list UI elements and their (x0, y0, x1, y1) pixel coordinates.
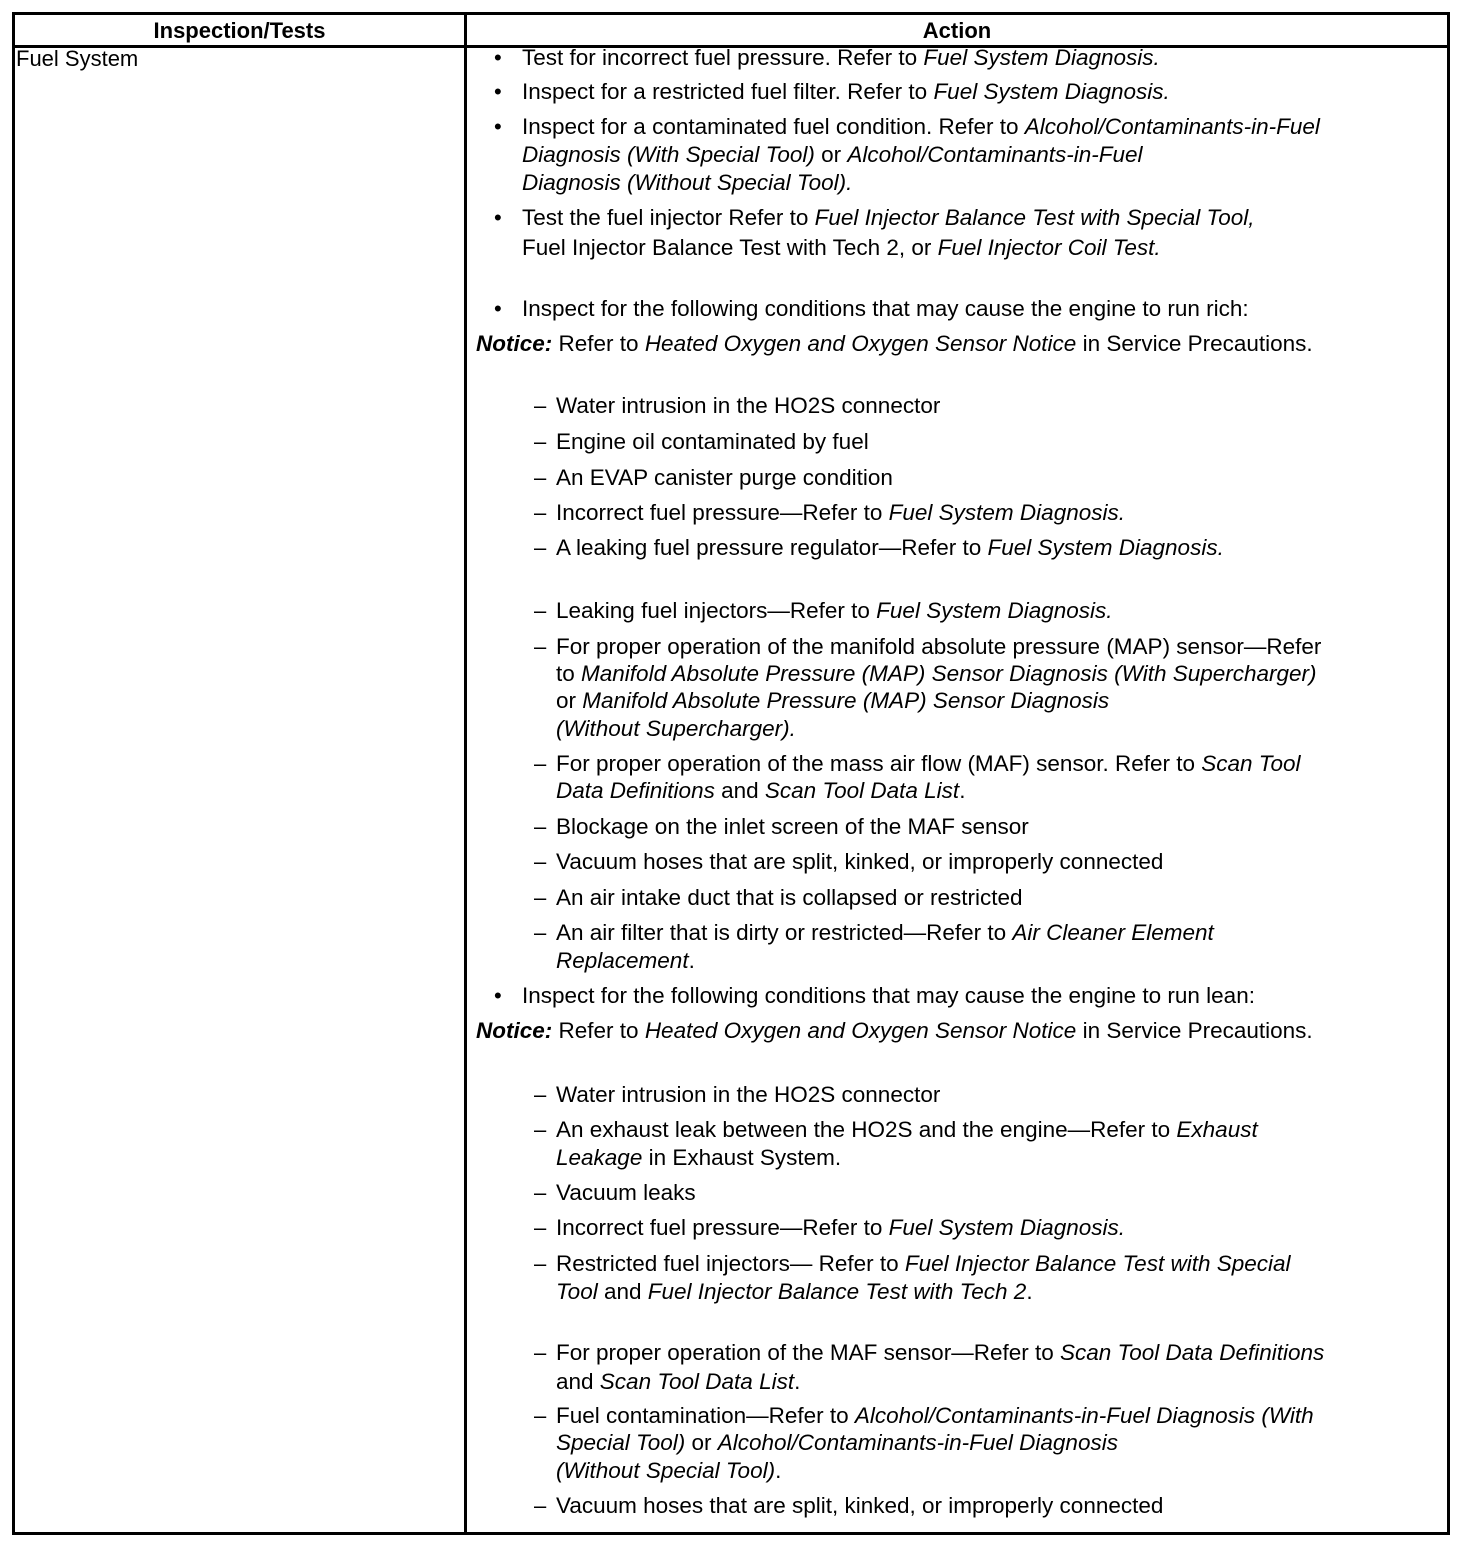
text-run: An air intake duct that is collapsed or restricted (556, 885, 1023, 910)
text-run: . (775, 1458, 782, 1483)
text-run: Fuel Injector Balance Test with Tech 2 (647, 1279, 1027, 1304)
continuation-line (556, 1457, 781, 1484)
text-run: and (597, 1279, 648, 1304)
dash-item (556, 633, 1321, 660)
dash-item (556, 1250, 1291, 1277)
text-run: Fuel System Diagnosis. (987, 535, 1224, 560)
text-run: . (1026, 1279, 1033, 1304)
text-run: Tool (556, 1279, 598, 1304)
continuation-line (556, 715, 796, 742)
dash-marker: – (534, 849, 547, 874)
dash-marker: – (534, 598, 547, 623)
text-run: Fuel Injector Balance Test with Special Tool, (814, 205, 1255, 230)
dash-item (556, 1339, 1324, 1366)
dash-item (556, 464, 893, 491)
text-run: For proper operation of the manifold absolute pressure (MAP) sensor—Refer (556, 634, 1322, 659)
text-run: Leakage (556, 1145, 643, 1170)
dash-item (556, 1116, 1258, 1143)
dash-marker: – (534, 535, 547, 560)
text-run: or (814, 142, 848, 167)
dash-item (556, 499, 1125, 526)
text-run: Fuel System Diagnosis. (888, 500, 1125, 525)
continuation-line (556, 947, 695, 974)
text-run: Alcohol/Contaminants-in-Fuel Diagnosis (717, 1430, 1118, 1455)
dash-marker: – (534, 393, 547, 418)
text-run: Fuel System Diagnosis. (923, 45, 1160, 70)
dash-marker: – (534, 814, 547, 839)
text-run: Incorrect fuel pressure—Refer to (556, 500, 889, 525)
dash-marker: – (534, 1117, 547, 1142)
text-run: . (959, 778, 966, 803)
continuation-line (556, 1278, 1033, 1305)
dash-item (556, 597, 1113, 624)
dash-marker: – (534, 1340, 547, 1365)
text-run: Vacuum leaks (556, 1180, 696, 1205)
text-run: Fuel Injector Balance Test with Special (904, 1251, 1291, 1276)
header-inspection-tests: Inspection/Tests (153, 18, 326, 43)
text-run: For proper operation of the MAF sensor—Refer to (556, 1340, 1060, 1365)
text-run: Vacuum hoses that are split, kinked, or improperly connected (556, 849, 1164, 874)
bullet-item (522, 44, 1160, 71)
text-run: , or (898, 235, 938, 260)
bullet-marker: • (494, 114, 502, 139)
text-run: Test for incorrect fuel pressure. Refer to (522, 45, 924, 70)
notice-line (476, 330, 1313, 357)
text-run: Blockage on the inlet screen of the MAF sensor (556, 814, 1029, 839)
text-run: Data Definitions (556, 778, 715, 803)
dash-marker: – (534, 634, 547, 659)
text-run: Notice: (476, 1018, 553, 1043)
text-run: Fuel Injector Balance Test with Tech 2 (522, 235, 899, 260)
dash-item (556, 848, 1163, 875)
dash-marker: – (534, 885, 547, 910)
text-run: Inspect for the following conditions that may cause the engine to run rich: (522, 296, 1249, 321)
dash-marker: – (534, 751, 547, 776)
text-run: Incorrect fuel pressure—Refer to (556, 1215, 889, 1240)
dash-marker: – (534, 465, 547, 490)
text-run: or (685, 1430, 718, 1455)
column-divider (464, 15, 467, 1532)
dash-marker: – (534, 1251, 547, 1276)
dash-item (556, 1492, 1163, 1519)
text-run: A leaking fuel pressure regulator—Refer to (556, 535, 988, 560)
continuation-line (522, 169, 852, 196)
text-run: Air Cleaner Element (1012, 920, 1214, 945)
dash-item (556, 1081, 940, 1108)
text-run: Inspect for a restricted fuel filter. Refer to (522, 79, 934, 104)
text-run: Leaking fuel injectors—Refer to (556, 598, 877, 623)
text-run: Fuel contamination—Refer to (556, 1403, 855, 1428)
bullet-item (522, 113, 1320, 140)
text-run: Notice: (476, 331, 553, 356)
dash-marker: – (534, 1493, 547, 1518)
dash-item (556, 919, 1214, 946)
dash-item (556, 813, 1029, 840)
dash-item (556, 1402, 1314, 1429)
dash-marker: – (534, 1403, 547, 1428)
text-run: Scan Tool Data List (764, 778, 960, 803)
text-run: . (794, 1369, 801, 1394)
text-run: Alcohol/Contaminants-in-Fuel (1024, 114, 1320, 139)
notice-line (476, 1017, 1313, 1044)
text-run: For proper operation of the mass air flow (MAF) sensor. Refer to (556, 751, 1202, 776)
dash-marker: – (534, 1082, 547, 1107)
text-run: Alcohol/Contaminants-in-Fuel (847, 142, 1143, 167)
text-run: An EVAP canister purge condition (556, 465, 893, 490)
text-run: . (688, 948, 695, 973)
text-run: Scan Tool Data List (599, 1369, 795, 1394)
text-run: Replacement (556, 948, 689, 973)
text-run: Water intrusion in the HO2S connector (556, 1082, 941, 1107)
dash-item (556, 750, 1301, 777)
text-run: Inspect for the following conditions that may cause the engine to run lean: (522, 983, 1255, 1008)
bullet-marker: • (494, 205, 502, 230)
text-run: in Service Precautions. (1076, 331, 1313, 356)
text-run: Test the fuel injector Refer to (522, 205, 815, 230)
text-run: and (714, 778, 765, 803)
text-run: (Without Supercharger). (556, 716, 796, 741)
bullet-marker: • (494, 45, 502, 70)
text-run: in Exhaust System. (642, 1145, 842, 1170)
text-run: Inspect for a contaminated fuel condition. Refer to (522, 114, 1025, 139)
continuation-line (556, 687, 1109, 714)
text-run: Manifold Absolute Pressure (MAP) Sensor Diagnosis (582, 688, 1110, 713)
dash-marker: – (534, 500, 547, 525)
bullet-item (522, 78, 1170, 105)
continuation-line (556, 1368, 800, 1395)
text-run: Fuel Injector Coil Test. (937, 235, 1161, 260)
text-run: Heated Oxygen and Oxygen Sensor Notice (644, 1018, 1077, 1043)
text-run: Vacuum hoses that are split, kinked, or improperly connected (556, 1493, 1164, 1518)
row-category: Fuel System (16, 46, 139, 71)
continuation-line (556, 777, 965, 804)
text-run: Fuel System Diagnosis. (888, 1215, 1125, 1240)
dash-item (556, 1214, 1125, 1241)
text-run: (Without Special Tool) (556, 1458, 776, 1483)
text-run: Heated Oxygen and Oxygen Sensor Notice (644, 331, 1077, 356)
text-run: Alcohol/Contaminants-in-Fuel Diagnosis (With (854, 1403, 1314, 1428)
text-run: Water intrusion in the HO2S connector (556, 393, 941, 418)
text-run: Engine oil contaminated by fuel (556, 429, 869, 454)
bullet-marker: • (494, 296, 502, 321)
text-run: in Service Precautions. (1076, 1018, 1313, 1043)
text-run: Manifold Absolute Pressure (MAP) Sensor Diagnosis (With Supercharger) (581, 661, 1317, 686)
bullet-marker: • (494, 983, 502, 1008)
header-action: Action (922, 18, 992, 43)
text-run: or (556, 688, 583, 713)
text-run: Restricted fuel injectors— Refer to (556, 1251, 905, 1276)
bullet-item (522, 204, 1254, 231)
dash-marker: – (534, 429, 547, 454)
dash-item (556, 1179, 696, 1206)
text-run: Fuel System Diagnosis. (876, 598, 1113, 623)
continuation-line (522, 234, 1161, 261)
text-run: Scan Tool (1201, 751, 1301, 776)
text-run: Diagnosis (Without Special Tool). (522, 170, 853, 195)
dash-marker: – (534, 1180, 547, 1205)
text-run: An exhaust leak between the HO2S and the engine—Refer to (556, 1117, 1177, 1142)
text-run: Scan Tool Data Definitions (1059, 1340, 1325, 1365)
text-run: Exhaust (1176, 1117, 1258, 1142)
text-run: to (556, 661, 582, 686)
dash-marker: – (534, 920, 547, 945)
text-run: Diagnosis (With Special Tool) (522, 142, 815, 167)
continuation-line (556, 1144, 841, 1171)
dash-item (556, 428, 869, 455)
bullet-marker: • (494, 79, 502, 104)
text-run: Refer to (552, 331, 645, 356)
dash-item (556, 884, 1022, 911)
continuation-line (556, 1429, 1118, 1456)
dash-marker: – (534, 1215, 547, 1240)
dash-item (556, 534, 1224, 561)
continuation-line (522, 141, 1143, 168)
bullet-item (522, 295, 1249, 322)
text-run: and (556, 1369, 600, 1394)
text-run: Fuel System Diagnosis. (933, 79, 1170, 104)
dash-item (556, 392, 940, 419)
continuation-line (556, 660, 1317, 687)
text-run: Special Tool) (556, 1430, 686, 1455)
bullet-item (522, 982, 1255, 1009)
text-run: Refer to (552, 1018, 645, 1043)
text-run: An air filter that is dirty or restricted—Refer to (556, 920, 1013, 945)
